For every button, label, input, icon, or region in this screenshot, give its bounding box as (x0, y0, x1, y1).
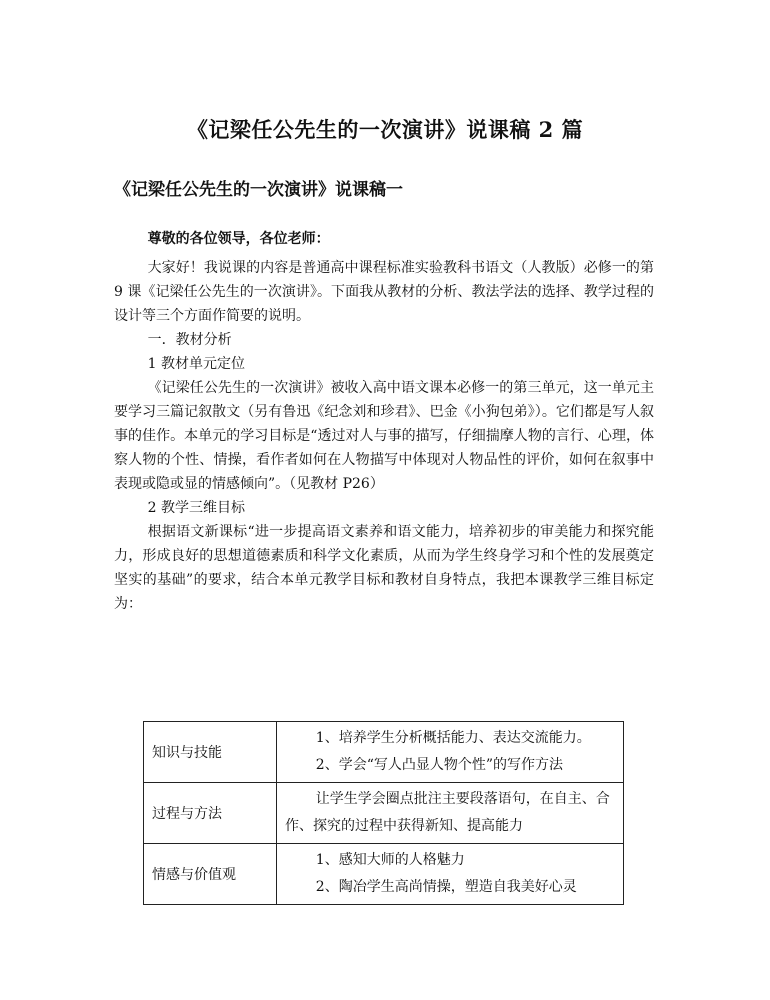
paragraph-unit-positioning: 《记梁任公先生的一次演讲》被收入高中语文课本必修一的第三单元，这一单元主要学习三篇记叙散文（另有鲁迅《纪念刘和珍君》、巴金《小狗包弟》）。它们都是写人叙事的佳作。本单元的学习目标是“透过对人与事的描写，仔细揣摩人物的言行、心理，体察人物的个性、情操，看作者如何在人物描写中体现对人物品性的评价，如何在叙事中表现或隐或显的情感倾向”。（见教材 P26） (114, 380, 654, 492)
heading-textbook-analysis: 一．教材分析 (147, 332, 232, 348)
paragraph-intro: 大家好！我说课的内容是普通高中课程标准实验教科书语文（人教版）必修一的第 9 课《记梁任公先生的一次演讲》。下面我从教材的分析、教法学法的选择、教学过程的设计等三个方面作简要的说明。 (114, 260, 654, 324)
goal-line: 2、学会“写人凸显人物个性”的写作方法 (315, 757, 564, 773)
goals-table (143, 721, 624, 905)
goal-line: 1、感知大师的人格魅力 (315, 852, 465, 868)
paragraph-teaching-goals: 根据语文新课标“进一步提高语文素养和语文能力，培养初步的审美能力和探究能力，形成良好的思想道德素质和科学文化素质，从而为学生终身学习和个性的发展奠定坚实的基础”的要求，结合本单元教学目标和教材自身特点，我把本课教学三维目标定为： (114, 524, 654, 612)
document-body (114, 227, 654, 616)
goal-content (277, 844, 624, 905)
table-row (144, 722, 624, 783)
goal-content (277, 783, 624, 844)
goal-line: 让学生学会圈点批注主要段落语句，在自主、合作、探究的过程中获得新知、提高能力 (285, 791, 610, 834)
goal-content (277, 722, 624, 783)
goal-line: 2、陶冶学生高尚情操，塑造自我美好心灵 (315, 879, 577, 895)
table-row (144, 844, 624, 905)
goal-label: 情感与价值观 (144, 844, 277, 905)
section-subtitle: 《记梁任公先生的一次演讲》说课稿一 (114, 180, 403, 200)
document-title: 《记梁任公先生的一次演讲》说课稿 2 篇 (186, 117, 584, 142)
greeting: 尊敬的各位领导，各位老师： (147, 231, 330, 247)
table-row (144, 783, 624, 844)
goal-label: 知识与技能 (144, 722, 277, 783)
goal-line: 1、培养学生分析概括能力、表达交流能力。 (315, 730, 591, 746)
heading-teaching-goals: 2 教学三维目标 (147, 500, 245, 516)
heading-unit-positioning: 1 教材单元定位 (147, 356, 245, 372)
goal-label: 过程与方法 (144, 783, 277, 844)
